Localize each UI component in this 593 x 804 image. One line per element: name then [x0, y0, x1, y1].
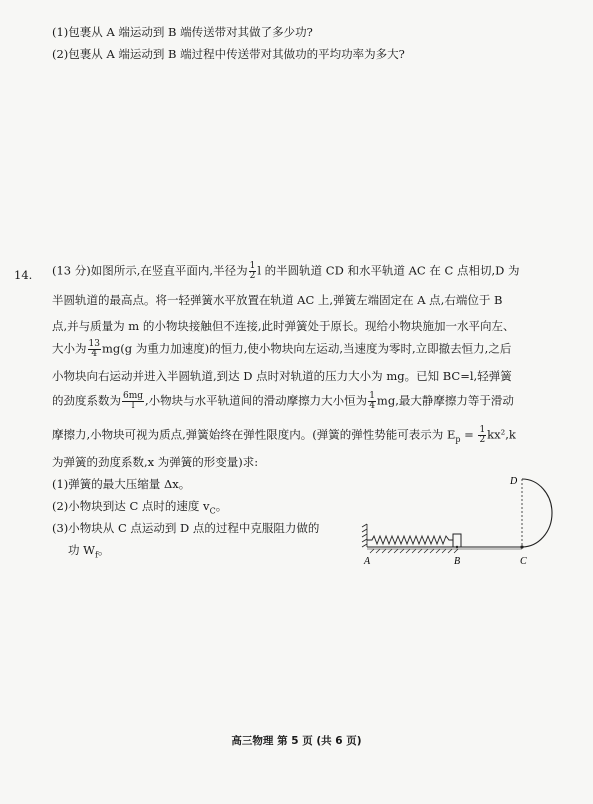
- fraction-k: $\frac{6mg}{l}$: [123, 391, 144, 411]
- subquestion-3: (3)小物块从 C 点运动到 D 点的过程中克服阻力做的: [52, 521, 320, 535]
- problem-line-6: 的劲度系数为 $\frac{6mg}{l}$ ,小物块与水平轨道间的滑动摩擦力大小恒为 $\frac{1}{4}$ mg,最大静摩擦力等于滑动: [52, 391, 514, 411]
- wall-icon: [362, 524, 367, 547]
- problem-line-3: 点,并与质量为 m 的小物块接触但不连接,此时弹簧处于原长。现给小物块施加一水平向左、: [52, 319, 515, 333]
- label-C: C: [520, 556, 527, 567]
- spring-icon: [367, 536, 453, 544]
- ground-track: [367, 547, 522, 553]
- subquestion-3-cont: 功 $W_f$。: [68, 543, 110, 560]
- problem-line-5: 小物块向右运动并进入半圆轨道,到达 D 点时对轨道的压力大小为 mg。已知 BC=l,轻弹簧: [52, 369, 512, 383]
- problem-line-7: 摩擦力,小物块可视为质点,弹簧始终在弹性限度内。(弹簧的弹性势能可表示为 $E_p$ = $\frac{1}{2}$ kx²,k: [52, 425, 516, 445]
- semicircle-track: [522, 479, 552, 547]
- label-D: D: [510, 476, 518, 487]
- fraction-half: $\frac{1}{2}$: [249, 261, 256, 281]
- page-footer: 高三物理 第 5 页 (共 6 页): [231, 735, 362, 747]
- problem-line-2: 半圆轨道的最高点。将一轻弹簧水平放置在轨道 AC 上,弹簧左端固定在 A 点,右端位于 B: [52, 293, 503, 307]
- physics-diagram: [360, 476, 575, 576]
- block-icon: [453, 534, 461, 547]
- problem-line-8: 为弹簧的劲度系数,x 为弹簧的形变量)求:: [52, 455, 259, 469]
- subquestion-2: (2)小物块到达 C 点时的速度 $v_C$。: [52, 499, 228, 516]
- label-A: A: [364, 556, 371, 567]
- fraction-energy: $\frac{1}{2}$: [479, 425, 486, 445]
- question-2: (2)包裹从 A 端运动到 B 端过程中传送带对其做功的平均功率为多大?: [52, 47, 405, 61]
- fraction-friction: $\frac{1}{4}$: [369, 391, 375, 411]
- subquestion-1: (1)弹簧的最大压缩量 Δx。: [52, 477, 191, 491]
- problem-number: 14.: [14, 268, 33, 282]
- label-B: B: [454, 556, 461, 567]
- question-1: (1)包裹从 A 端运动到 B 端传送带对其做了多少功?: [52, 25, 313, 39]
- problem-line-1: (13 分)如图所示,在竖直平面内,半径为 $\frac{1}{2}$ l 的半圆轨道 CD 和水平轨道 AC 在 C 点相切,D 为: [52, 261, 520, 281]
- problem-line-4: 大小为 $\frac{13}{4}$ mg(g 为重力加速度)的恒力,使小物块向左运动,当速度为零时,立即撤去恒力,之后: [52, 339, 512, 359]
- fraction-force: $\frac{13}{4}$: [88, 339, 100, 359]
